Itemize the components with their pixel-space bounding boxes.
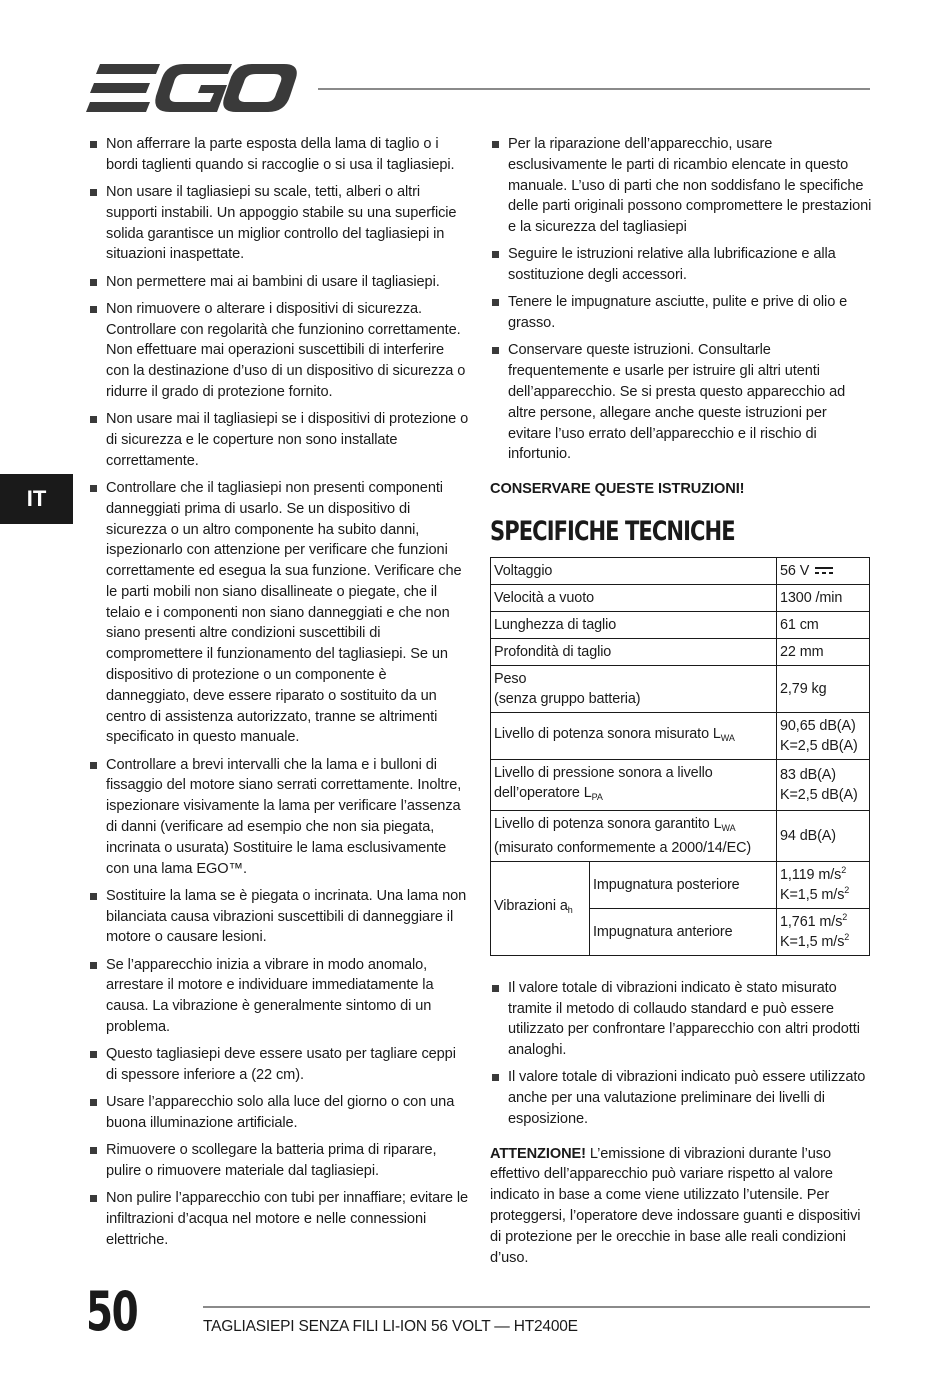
lwa-subscript: WA	[720, 732, 735, 743]
spec-value: 1300 /min	[777, 584, 870, 611]
list-item: Questo tagliasiepi deve essere usato per tagliare ceppi di spessore inferiore a (22 cm).	[88, 1044, 470, 1086]
lwag-label-line2: (misurato conformemente a 2000/14/EC)	[494, 839, 752, 856]
list-item: Sostituire la lama se è piegata o incrinata. Una lama non bilanciata causa vibrazioni suscettibili di danneggiare il motore o causare lesioni.	[88, 886, 470, 948]
weight-label-line2: (senza gruppo batteria)	[494, 690, 641, 707]
header-rule	[318, 88, 870, 90]
list-item: Per la riparazione dell’apparecchio, usare esclusivamente le parti di ricambio elencate in questo manuale. L’uso di parti che non soddisfano le specifiche delle parti originali possono compromettere le prestazioni e la sicurezza del tagliasiepi	[490, 134, 872, 238]
spec-value	[777, 557, 870, 584]
spec-value	[777, 759, 870, 810]
weight-label-line1: Peso	[494, 670, 527, 687]
spec-label	[491, 810, 777, 861]
list-item: Non afferrare la parte esposta della lama di taglio o i bordi taglienti quando si raccoglie o si usa il tagliasiepi.	[88, 134, 470, 176]
warning-paragraph	[490, 1144, 872, 1269]
vib-front-value: 1,761 m/s	[780, 913, 843, 930]
spec-value	[777, 861, 870, 908]
table-row	[491, 712, 870, 759]
list-item: Non pulire l’apparecchio con tubi per innaffiare; evitare le infiltrazioni d’acqua nel motore e nelle connessioni elettriche.	[88, 1188, 470, 1250]
lwa-value: 90,65 dB(A)	[780, 717, 856, 734]
vib-front-uncertainty: K=1,5 m/s	[780, 933, 845, 950]
lwag-subscript: WA	[721, 822, 736, 833]
vib-rear-value: 1,119 m/s	[780, 866, 842, 883]
spec-label	[491, 712, 777, 759]
list-item: Il valore totale di vibrazioni indicato è stato misurato tramite il metodo di collaudo standard e può essere utilizzato per confrontare l’apparecchio con altri prodotti analoghi.	[490, 978, 872, 1061]
lpa-subscript: PA	[591, 791, 603, 802]
list-item: Non usare mai il tagliasiepi se i dispositivi di protezione o di sicurezza e le coperture non sono installate correttamente.	[88, 409, 470, 471]
spec-value: 2,79 kg	[777, 665, 870, 712]
language-tab: IT	[0, 474, 73, 524]
voltage-value: 56 V	[780, 562, 810, 579]
list-item: Se l’apparecchio inizia a vibrare in modo anomalo, arrestare il motore e individuare immediatamente la causa. La vibrazione è generalmente sintomo di un problema.	[88, 955, 470, 1038]
spec-value	[777, 712, 870, 759]
table-row	[491, 611, 870, 638]
list-item: Rimuovere o scollegare la batteria prima di riparare, pulire o rimuovere materiale dal tagliasiepi.	[88, 1140, 470, 1182]
lwag-label-line1: Livello di potenza sonora garantito L	[494, 815, 722, 832]
spec-value	[777, 908, 870, 955]
spec-label: Lunghezza di taglio	[491, 611, 777, 638]
table-row	[491, 557, 870, 584]
superscript: 2	[844, 931, 850, 942]
list-item: Seguire le istruzioni relative alla lubrificazione e alla sostituzione degli accessori.	[490, 244, 872, 286]
superscript: 2	[841, 864, 847, 875]
spec-label	[491, 665, 777, 712]
spec-sublabel: Impugnatura anteriore	[590, 908, 777, 955]
footer-rule	[203, 1306, 870, 1308]
warning-label: ATTENZIONE!	[490, 1145, 586, 1162]
table-row	[491, 638, 870, 665]
lpa-uncertainty: K=2,5 dB(A)	[780, 786, 858, 803]
lpa-value: 83 dB(A)	[780, 766, 836, 783]
table-row	[491, 759, 870, 810]
specs-table	[490, 557, 870, 956]
superscript: 2	[842, 911, 848, 922]
vibration-notes-list	[490, 978, 872, 1130]
table-row	[491, 665, 870, 712]
right-bullet-list	[490, 134, 872, 465]
list-item: Conservare queste istruzioni. Consultarle frequentemente e usarle per istruire gli altri utenti dell’apparecchio. Se si presta questo apparecchio ad altre persone, allegare anche queste istruzioni per evitare l’uso errato dell’apparecchio e il rischio di infortunio.	[490, 340, 872, 465]
spec-label: Velocità a vuoto	[491, 584, 777, 611]
list-item: Non rimuovere o alterare i dispositivi di sicurezza. Controllare con regolarità che funzionino correttamente. Non effettuare mai operazioni suscettibili di interferire con la destinazione d’uso di un dispositivo di sicurezza o ridurre il grado di protezione fornito.	[88, 299, 470, 403]
warning-text: L’emissione di vibrazioni durante l’uso effettivo dell’apparecchio può variare rispetto al valore indicato in base a come viene utilizzato l’utensile. Per proteggersi, l’operatore deve indossare guanti e dispositivi di protezione per le orecchie in base alle reali condizioni d’uso.	[490, 1145, 861, 1266]
list-item: Controllare che il tagliasiepi non presenti componenti danneggiati prima di usarlo. Se un dispositivo di sicurezza o un altro componente ha subito danni, ispezionarlo con attenzione per verificare che funzioni correttamente ed esegua la sua funzione. Verificare che le parti mobili non siano disallineate o piegate, che il telaio e i componenti non siano danneggiati e che non siano presenti altre condizioni suscettibili di compromettere il funzionamento del tagliasiepi. Se un dispositivo di protezione o un componente è danneggiato, deve essere riparato o sostituito da un centro di assistenza autorizzato, tranne se altrimenti specificato in questo manuale.	[88, 478, 470, 748]
lpa-label-line2: dell’operatore L	[494, 784, 592, 801]
lwa-uncertainty: K=2,5 dB(A)	[780, 737, 858, 754]
table-row	[491, 810, 870, 861]
spec-value: 94 dB(A)	[777, 810, 870, 861]
vib-rear-uncertainty: K=1,5 m/s	[780, 886, 845, 903]
spec-label: Profondità di taglio	[491, 638, 777, 665]
save-instructions-note: CONSERVARE QUESTE ISTRUZIONI!	[490, 481, 745, 498]
spec-value: 61 cm	[777, 611, 870, 638]
superscript: 2	[844, 884, 850, 895]
list-item: Non permettere mai ai bambini di usare il tagliasiepi.	[88, 272, 470, 293]
left-column	[88, 134, 470, 1257]
lwa-label: Livello di potenza sonora misurato L	[494, 725, 721, 742]
right-column	[490, 134, 872, 1268]
list-item: Non usare il tagliasiepi su scale, tetti, alberi o altri supporti instabili. Un appoggio stabile su una superficie solida garantisce un miglior controllo del tagliasiepi in situazioni inaspettate.	[88, 182, 470, 265]
lpa-label-line1: Livello di pressione sonora a livello	[494, 764, 713, 781]
left-bullet-list	[88, 134, 470, 1251]
table-row	[491, 584, 870, 611]
logo-text: EGO	[86, 64, 89, 65]
list-item: Tenere le impugnature asciutte, pulite e prive di olio e grasso.	[490, 292, 872, 334]
table-row	[491, 861, 870, 908]
spec-label	[491, 759, 777, 810]
vibration-label: Vibrazioni a	[494, 898, 568, 915]
dc-symbol-icon	[815, 567, 833, 575]
spec-value: 22 mm	[777, 638, 870, 665]
list-item: Il valore totale di vibrazioni indicato può essere utilizzato anche per una valutazione preliminare dei livelli di esposizione.	[490, 1067, 872, 1129]
spec-sublabel: Impugnatura posteriore	[590, 861, 777, 908]
spec-label: Voltaggio	[491, 557, 777, 584]
list-item: Usare l’apparecchio solo alla luce del giorno o con una buona illuminazione artificiale.	[88, 1092, 470, 1134]
ego-logo	[86, 64, 298, 112]
page-number: 50	[86, 1280, 138, 1343]
spec-label	[491, 861, 590, 955]
footer-title: TAGLIASIEPI SENZA FILI LI-ION 56 VOLT — HT2400E	[203, 1318, 578, 1335]
section-title: SPECIFICHE TECNICHE	[490, 515, 735, 547]
list-item: Controllare a brevi intervalli che la lama e i bulloni di fissaggio del motore siano serrati correttamente. Inoltre, ispezionare visivamente la lama per verificare l’assenza di danni (verificare ad esempio che non sia piegata, incrinata o usurata) Sostituire le lama esclusivamente con una lama EGO™.	[88, 755, 470, 880]
vibration-subscript: h	[567, 905, 573, 916]
